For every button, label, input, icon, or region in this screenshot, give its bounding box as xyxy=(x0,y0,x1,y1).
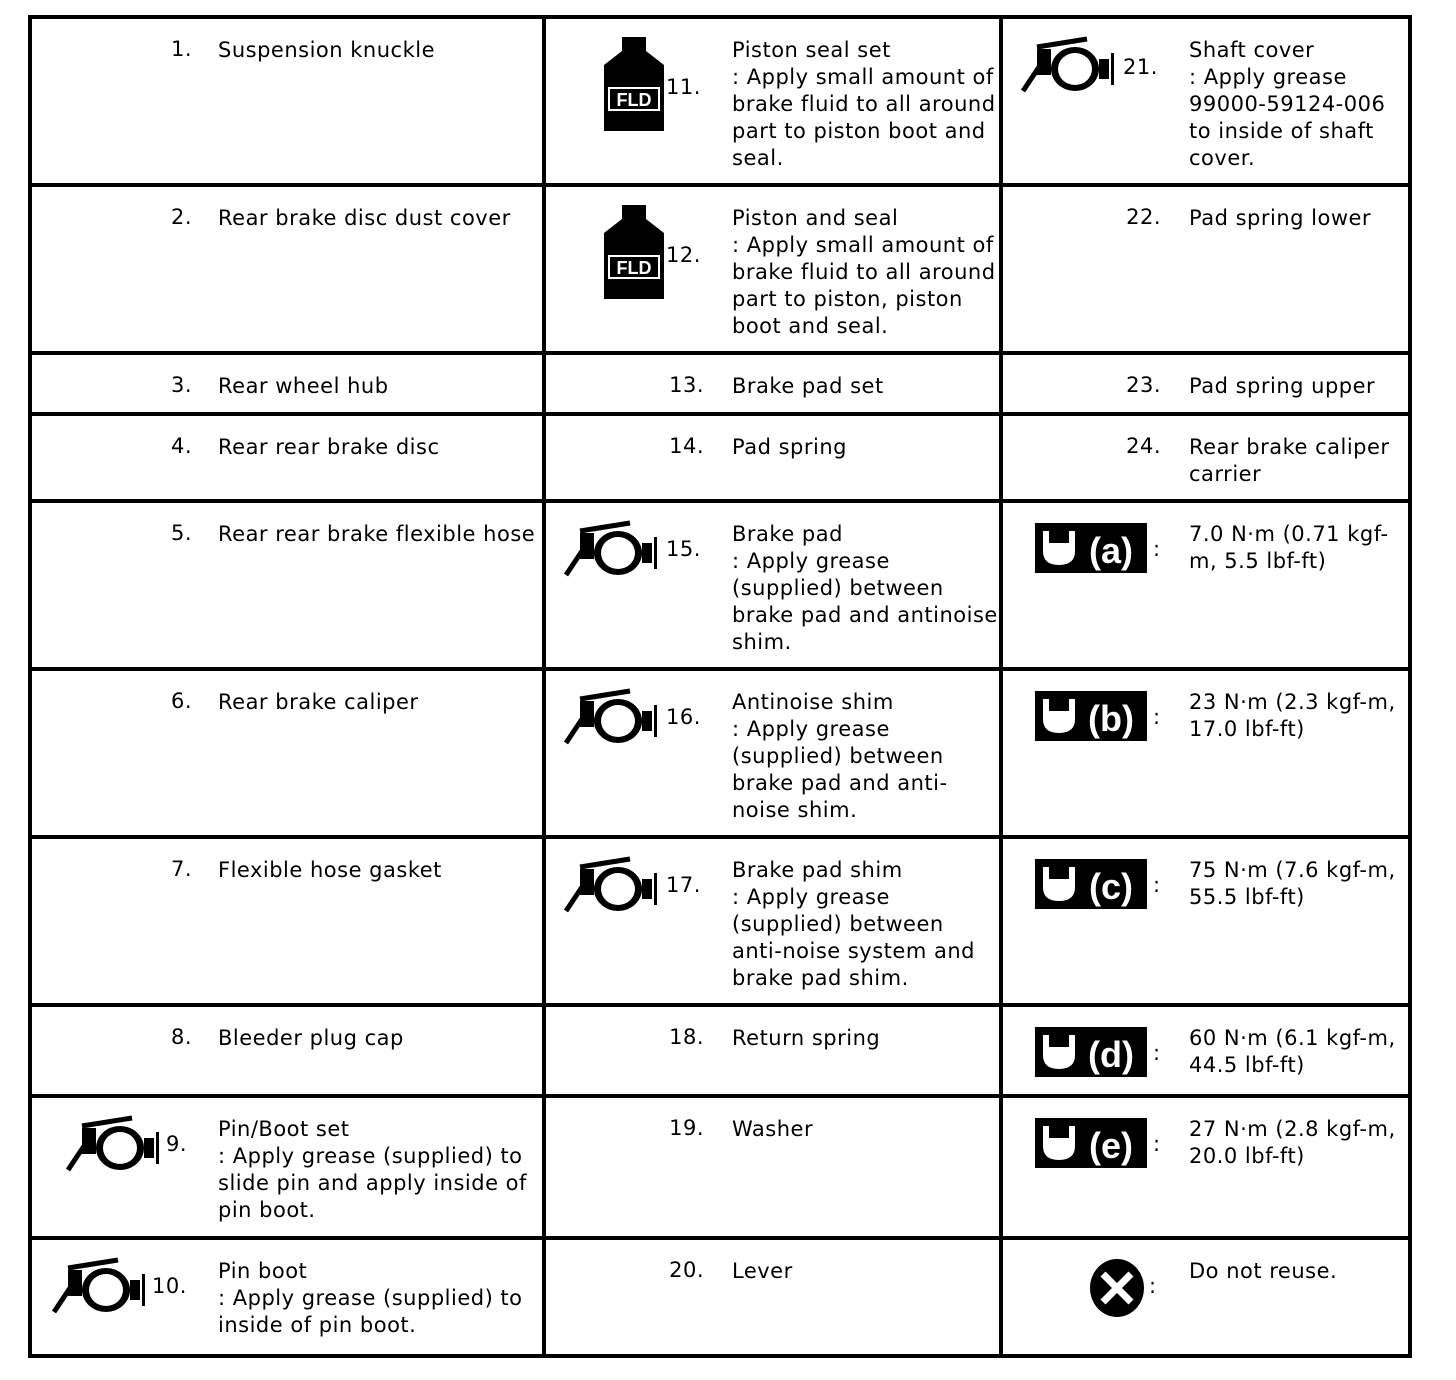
item-title: Lever xyxy=(732,1259,793,1283)
legend-cell xyxy=(30,1005,544,1096)
item-title: Rear brake caliper carrier xyxy=(1189,435,1390,486)
table-row xyxy=(30,669,1410,837)
colon-separator: : xyxy=(1153,1041,1161,1065)
tightening-torque-wrench-icon xyxy=(1035,523,1147,573)
brake-fluid-bottle-icon xyxy=(602,203,666,301)
svg-text:FLD: FLD xyxy=(616,90,652,110)
item-number: 8. xyxy=(170,1025,192,1049)
legend-cell xyxy=(1001,1005,1410,1096)
table-row xyxy=(30,1096,1410,1238)
item-number: 15. xyxy=(666,537,701,561)
item-number: 16. xyxy=(666,705,701,729)
legend-cell xyxy=(544,501,1001,669)
legend-cell xyxy=(544,17,1001,185)
legend-cell xyxy=(30,669,544,837)
torque-value: 7.0 N·m (0.71 kgf-m, 5.5 lbf-ft) xyxy=(1189,522,1389,573)
item-number: 9. xyxy=(166,1132,188,1156)
torque-value: 75 N·m (7.6 kgf-m, 55.5 lbf-ft) xyxy=(1189,858,1396,909)
item-title: Do not reuse. xyxy=(1189,1259,1338,1283)
item-number: 5. xyxy=(170,521,192,545)
legend-cell xyxy=(1001,185,1410,353)
item-title: Brake pad xyxy=(732,522,843,546)
parts-legend-table xyxy=(28,15,1412,1358)
tightening-torque-wrench-icon xyxy=(1035,691,1147,741)
item-title: Pin boot xyxy=(218,1259,308,1283)
svg-text:FLD: FLD xyxy=(616,258,652,278)
item-description: : Apply grease (supplied) to slide pin and apply inside of pin boot. xyxy=(218,1144,527,1222)
item-title: Shaft cover xyxy=(1189,38,1315,62)
item-title: Bleeder plug cap xyxy=(218,1026,404,1050)
table-row xyxy=(30,501,1410,669)
colon-separator: : xyxy=(1153,873,1161,897)
tightening-torque-wrench-icon xyxy=(1035,859,1147,909)
item-number: 21. xyxy=(1123,55,1158,79)
table-row xyxy=(30,1238,1410,1356)
item-number: 12. xyxy=(666,243,701,267)
item-number: 24. xyxy=(1126,434,1161,458)
table-row xyxy=(30,414,1410,501)
legend-cell xyxy=(1001,837,1410,1005)
legend-cell xyxy=(544,185,1001,353)
item-title: Piston seal set xyxy=(732,38,891,62)
grease-gun-icon xyxy=(560,855,664,915)
tightening-torque-wrench-icon xyxy=(1035,1118,1147,1168)
item-title: Brake pad shim xyxy=(732,858,903,882)
item-number: 19. xyxy=(669,1116,704,1140)
item-number: 7. xyxy=(170,857,192,881)
legend-cell xyxy=(544,414,1001,501)
item-title: Washer xyxy=(732,1117,814,1141)
item-number: 11. xyxy=(666,75,701,99)
legend-cell xyxy=(1001,353,1410,414)
svg-text:(d): (d) xyxy=(1088,1034,1134,1075)
item-title: Pad spring upper xyxy=(1189,374,1376,398)
item-number: 14. xyxy=(669,434,704,458)
torque-value: 27 N·m (2.8 kgf-m, 20.0 lbf-ft) xyxy=(1189,1117,1396,1168)
legend-cell xyxy=(1001,1096,1410,1238)
legend-cell xyxy=(544,1096,1001,1238)
legend-cell xyxy=(30,414,544,501)
legend-cell xyxy=(30,185,544,353)
legend-cell xyxy=(1001,414,1410,501)
legend-cell xyxy=(30,353,544,414)
item-number: 1. xyxy=(170,37,192,61)
colon-separator: : xyxy=(1153,1132,1161,1156)
item-title: Suspension knuckle xyxy=(218,38,435,62)
svg-text:(a): (a) xyxy=(1089,530,1133,571)
colon-separator: : xyxy=(1149,1274,1157,1298)
legend-cell xyxy=(30,1096,544,1238)
item-description: : Apply grease (supplied) between brake pad and antinoise shim. xyxy=(732,549,998,654)
item-description: : Apply small amount of brake fluid to all around part to piston boot and seal. xyxy=(732,65,996,170)
legend-cell xyxy=(544,837,1001,1005)
table-row xyxy=(30,837,1410,1005)
item-title: Rear brake disc dust cover xyxy=(218,206,511,230)
legend-cell xyxy=(30,501,544,669)
item-description: : Apply grease (supplied) between anti-noise system and brake pad shim. xyxy=(732,885,975,990)
legend-cell xyxy=(30,17,544,185)
item-number: 17. xyxy=(666,873,701,897)
grease-gun-icon xyxy=(62,1114,166,1174)
item-title: Brake pad set xyxy=(732,374,884,398)
brake-fluid-bottle-icon xyxy=(602,35,666,133)
torque-value: 23 N·m (2.3 kgf-m, 17.0 lbf-ft) xyxy=(1189,690,1396,741)
svg-text:(c): (c) xyxy=(1089,866,1133,907)
legend-cell xyxy=(30,837,544,1005)
colon-separator: : xyxy=(1153,705,1161,729)
grease-gun-icon xyxy=(1019,35,1119,95)
item-title: Pad spring lower xyxy=(1189,206,1372,230)
item-description: : Apply grease (supplied) to inside of pin boot. xyxy=(218,1286,523,1337)
item-number: 18. xyxy=(669,1025,704,1049)
svg-text:(e): (e) xyxy=(1089,1125,1133,1166)
svg-text:(b): (b) xyxy=(1088,698,1134,739)
item-number: 20. xyxy=(669,1258,704,1282)
item-description: : Apply grease (supplied) between brake pad and anti-noise shim. xyxy=(732,717,948,822)
legend-cell xyxy=(1001,1238,1410,1356)
item-number: 13. xyxy=(669,373,704,397)
torque-value: 60 N·m (6.1 kgf-m, 44.5 lbf-ft) xyxy=(1189,1026,1396,1077)
tightening-torque-wrench-icon xyxy=(1035,1027,1147,1077)
item-description: : Apply small amount of brake fluid to all around part to piston, piston boot and seal. xyxy=(732,233,996,338)
item-number: 3. xyxy=(170,373,192,397)
table-row xyxy=(30,185,1410,353)
legend-cell xyxy=(1001,669,1410,837)
item-number: 2. xyxy=(170,205,192,229)
legend-cell xyxy=(30,1238,544,1356)
item-title: Pad spring xyxy=(732,435,847,459)
item-title: Rear rear brake disc xyxy=(218,435,440,459)
item-number: 10. xyxy=(152,1274,187,1298)
grease-gun-icon xyxy=(560,687,664,747)
legend-cell xyxy=(544,669,1001,837)
item-title: Rear wheel hub xyxy=(218,374,389,398)
grease-gun-icon xyxy=(48,1256,152,1316)
item-title: Pin/Boot set xyxy=(218,1117,350,1141)
grease-gun-icon xyxy=(560,519,664,579)
colon-separator: : xyxy=(1153,537,1161,561)
legend-cell xyxy=(544,353,1001,414)
table-row xyxy=(30,17,1410,185)
item-title: Antinoise shim xyxy=(732,690,894,714)
item-title: Piston and seal xyxy=(732,206,899,230)
item-description: : Apply grease 99000-59124-006 to inside of shaft cover. xyxy=(1189,65,1386,170)
table-row xyxy=(30,353,1410,414)
legend-cell xyxy=(544,1005,1001,1096)
do-not-reuse-icon xyxy=(1089,1258,1145,1318)
item-number: 22. xyxy=(1126,205,1161,229)
item-title: Rear brake caliper xyxy=(218,690,419,714)
item-number: 23. xyxy=(1126,373,1161,397)
item-number: 4. xyxy=(170,434,192,458)
item-title: Rear rear brake flexible hose xyxy=(218,522,536,546)
legend-cell xyxy=(544,1238,1001,1356)
legend-cell xyxy=(1001,501,1410,669)
legend-cell xyxy=(1001,17,1410,185)
table-row xyxy=(30,1005,1410,1096)
item-title: Return spring xyxy=(732,1026,881,1050)
item-number: 6. xyxy=(170,689,192,713)
item-title: Flexible hose gasket xyxy=(218,858,442,882)
